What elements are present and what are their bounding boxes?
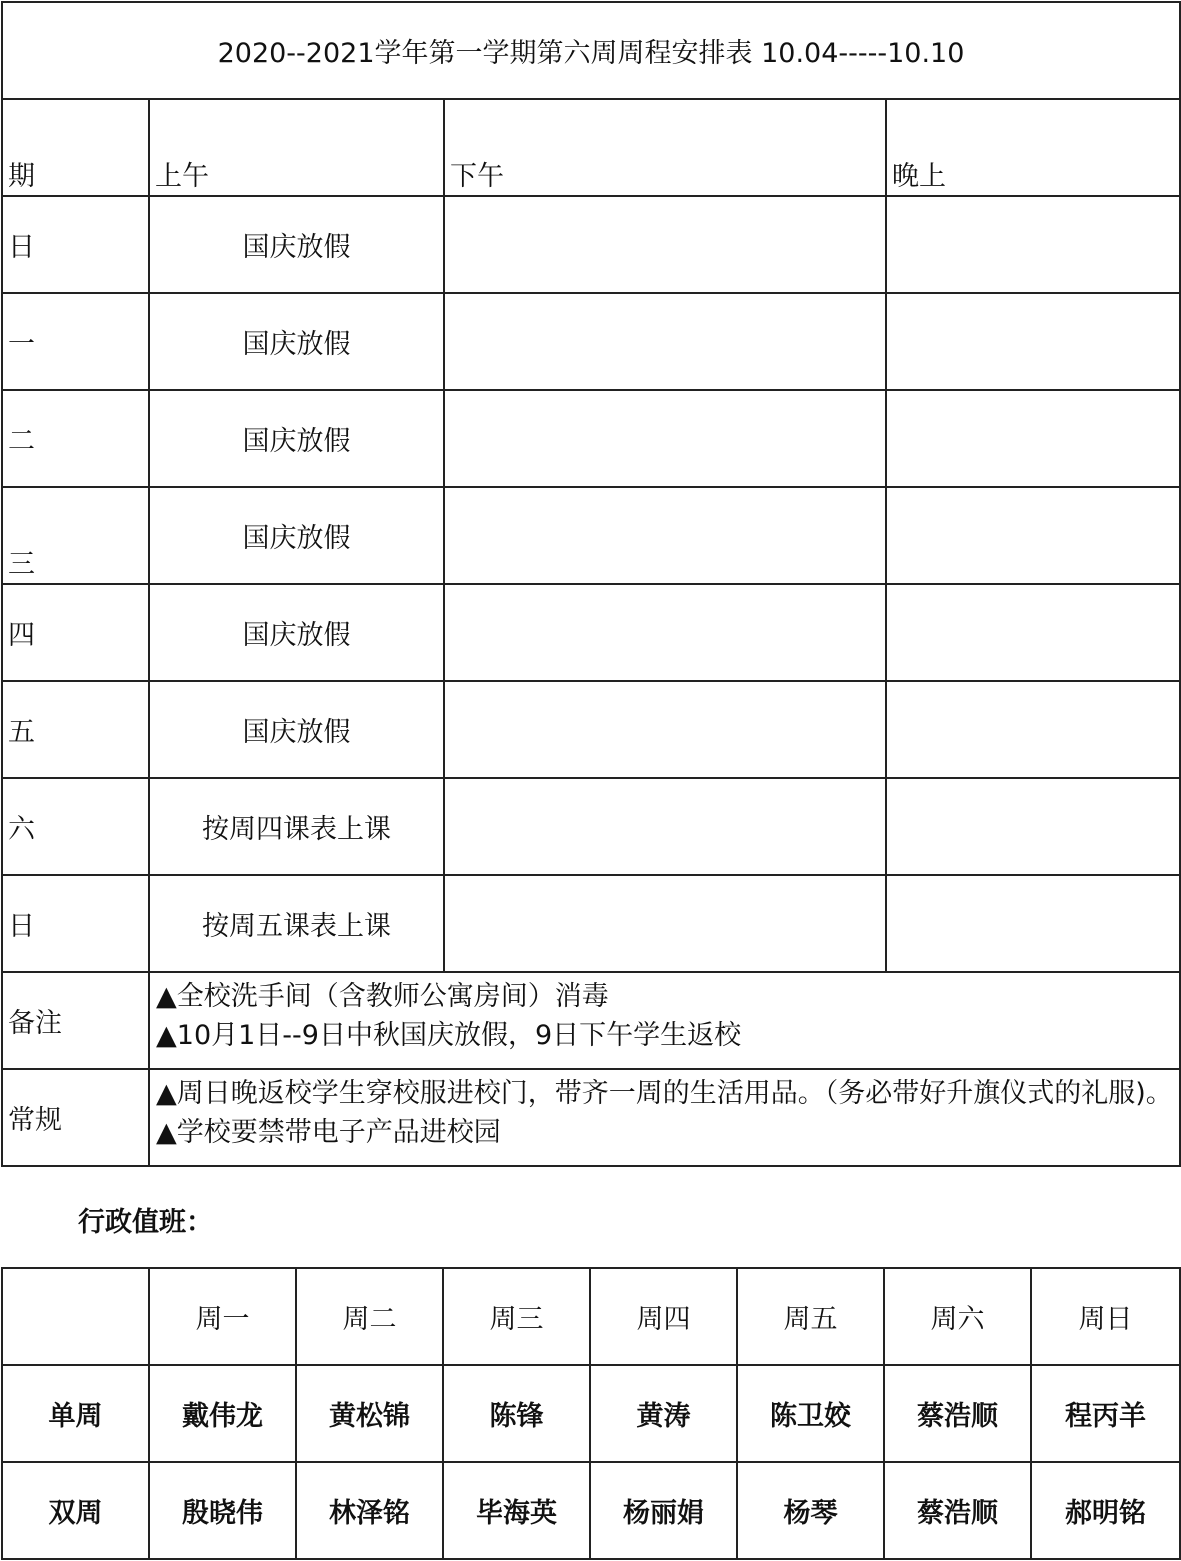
header-pm: 下午	[444, 99, 886, 196]
routine-row	[2, 1069, 1180, 1166]
day-label: 二	[2, 390, 149, 487]
duty-name: 殷晓伟	[149, 1462, 296, 1559]
am-cell: 国庆放假	[149, 196, 444, 293]
pm-cell	[444, 875, 886, 972]
duty-name: 毕海英	[443, 1462, 590, 1559]
header-day: 期	[2, 99, 149, 196]
duty-day-header: 周二	[296, 1268, 443, 1365]
day-label: 三	[2, 487, 149, 584]
duty-row-label: 单周	[2, 1365, 149, 1462]
duty-row-label: 双周	[2, 1462, 149, 1559]
schedule-row	[2, 778, 1180, 875]
day-label: 六	[2, 778, 149, 875]
pm-cell	[444, 196, 886, 293]
night-cell	[886, 390, 1180, 487]
schedule-row	[2, 875, 1180, 972]
duty-name: 戴伟龙	[149, 1365, 296, 1462]
am-cell: 国庆放假	[149, 293, 444, 390]
title-row	[2, 2, 1180, 99]
note-line: ▲10月1日--9日中秋国庆放假，9日下午学生返校	[156, 1020, 742, 1051]
am-cell: 按周四课表上课	[149, 778, 444, 875]
duty-roster-table	[1, 1267, 1181, 1560]
night-cell	[886, 196, 1180, 293]
duty-header-row	[2, 1268, 1180, 1365]
week-schedule-table	[1, 1, 1181, 1167]
header-night: 晚上	[886, 99, 1180, 196]
duty-row	[2, 1365, 1180, 1462]
night-cell	[886, 681, 1180, 778]
night-cell	[886, 875, 1180, 972]
am-cell: 国庆放假	[149, 487, 444, 584]
routine-label: 常规	[2, 1069, 149, 1166]
routine-content	[149, 1069, 1180, 1166]
duty-day-header: 周四	[590, 1268, 737, 1365]
duty-name: 林泽铭	[296, 1462, 443, 1559]
pm-cell	[444, 681, 886, 778]
duty-name: 郝明铭	[1031, 1462, 1180, 1559]
duty-day-header: 周三	[443, 1268, 590, 1365]
duty-name: 黄松锦	[296, 1365, 443, 1462]
notes-content	[149, 972, 1180, 1069]
duty-name: 蔡浩顺	[884, 1462, 1031, 1559]
schedule-row	[2, 487, 1180, 584]
schedule-row	[2, 390, 1180, 487]
day-label: 一	[2, 293, 149, 390]
duty-day-header: 周一	[149, 1268, 296, 1365]
pm-cell	[444, 390, 886, 487]
duty-name: 杨丽娟	[590, 1462, 737, 1559]
night-cell	[886, 293, 1180, 390]
am-cell: 国庆放假	[149, 681, 444, 778]
routine-line: ▲周日晚返校学生穿校服进校门，带齐一周的生活用品。（务必带好升旗仪式的礼服)。	[156, 1078, 1173, 1109]
duty-name: 程丙羊	[1031, 1365, 1180, 1462]
routine-line: ▲学校要禁带电子产品进校园	[156, 1117, 501, 1148]
notes-row	[2, 972, 1180, 1069]
duty-name: 陈卫姣	[737, 1365, 884, 1462]
note-line: ▲全校洗手间（含教师公寓房间）消毒	[156, 981, 609, 1012]
duty-corner-cell	[2, 1268, 149, 1365]
pm-cell	[444, 293, 886, 390]
duty-day-header: 周五	[737, 1268, 884, 1365]
night-cell	[886, 487, 1180, 584]
duty-section-title: 行政值班：	[78, 1207, 213, 1238]
schedule-row	[2, 196, 1180, 293]
duty-row	[2, 1462, 1180, 1559]
notes-label: 备注	[2, 972, 149, 1069]
duty-name: 蔡浩顺	[884, 1365, 1031, 1462]
duty-name: 杨琴	[737, 1462, 884, 1559]
day-label: 日	[2, 196, 149, 293]
schedule-row	[2, 584, 1180, 681]
header-am: 上午	[149, 99, 444, 196]
schedule-row	[2, 681, 1180, 778]
night-cell	[886, 778, 1180, 875]
pm-cell	[444, 778, 886, 875]
day-label: 日	[2, 875, 149, 972]
night-cell	[886, 584, 1180, 681]
duty-day-header: 周六	[884, 1268, 1031, 1365]
pm-cell	[444, 584, 886, 681]
day-label: 五	[2, 681, 149, 778]
duty-name: 陈锋	[443, 1365, 590, 1462]
pm-cell	[444, 487, 886, 584]
duty-day-header: 周日	[1031, 1268, 1180, 1365]
schedule-row	[2, 293, 1180, 390]
am-cell: 国庆放假	[149, 584, 444, 681]
schedule-title: 2020--2021学年第一学期第六周周程安排表 10.04-----10.10	[2, 2, 1180, 99]
am-cell: 按周五课表上课	[149, 875, 444, 972]
duty-name: 黄涛	[590, 1365, 737, 1462]
header-row	[2, 99, 1180, 196]
day-label: 四	[2, 584, 149, 681]
am-cell: 国庆放假	[149, 390, 444, 487]
